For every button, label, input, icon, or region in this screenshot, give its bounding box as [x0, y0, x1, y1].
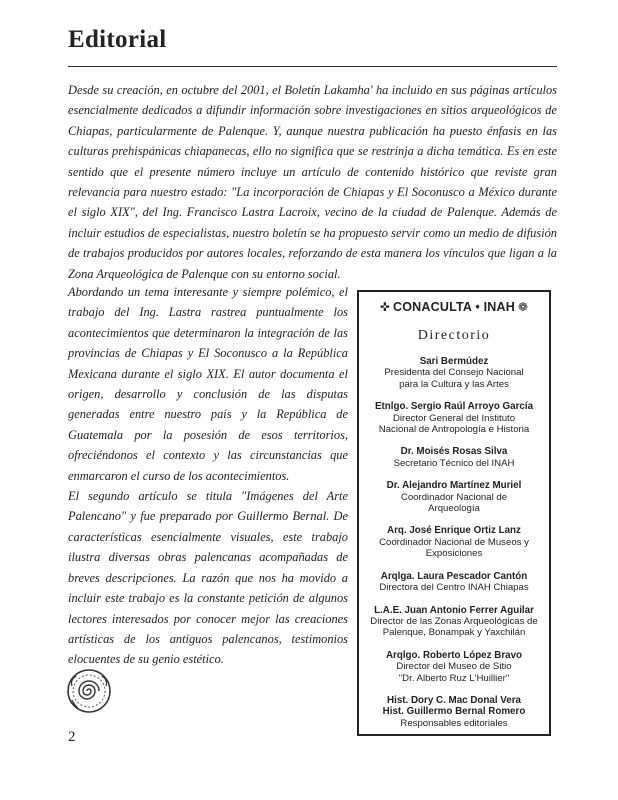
directory-entry [359, 605, 549, 639]
entry-name: L.A.E. Juan Antonio Ferrer Aguilar [374, 604, 534, 616]
directory-box [357, 290, 551, 736]
left-column [68, 282, 348, 670]
directory-entry [359, 356, 549, 390]
entry-role: Secretario Técnico del INAH [393, 457, 515, 469]
directory-entry [359, 446, 549, 469]
entry-role: Directora del Centro INAH Chiapas [379, 582, 529, 594]
entry-name: Etnlgo. Sergio Raúl Arroyo García [374, 401, 534, 413]
paragraph-bernal: El segundo artículo se titula "Imágenes del Arte Palencano" y fue preparado por Guillermo Bernal. De características esencialmente visuales, este trabajo ilustra diversas obras palencanas acompañadas de breves descripciones. La razón que nos ha movido a incluir este trabajo es la constante petición de algunos lectores interesados por conocer mejor las creaciones artísticas de los antiguos palencanos, testimonios elocuentes de su genio estético. [68, 489, 348, 667]
entry-name: Dr. Alejandro Martínez Muriel [386, 480, 522, 492]
entry-role: Coordinador Nacional de Museos y Exposiciones [379, 536, 529, 560]
page-number: 2 [68, 729, 76, 745]
directory-entry [359, 571, 549, 594]
entry-role: Presidenta del Consejo Nacional para la Cultura y las Artes [384, 367, 524, 390]
inah-logo-icon: ❁ [517, 300, 529, 314]
entry-name: Arqlgo. Roberto López Bravo [385, 649, 523, 661]
directory-entry [359, 525, 549, 559]
title-divider [68, 66, 557, 67]
entry-name: Arqlga. Laura Pescador Cantón [380, 570, 528, 582]
paragraph-lastra: Abordando un tema interesante y siempre polémico, el trabajo del Ing. Lastra rastrea puntualmente los acontecimientos que determinaron la integración de las provincias de Chiapas y El Soconusco a la República Mexicana durante el siglo XIX. El autor documenta el origen, desarrollo y conclusión de las disputas generadas entre nuestro país y la República de Guatemala por la posesión de esos territorios, ofreciéndonos el contexto y las circunstancias que enmarcaron el curso de los acontecimientos. [68, 285, 348, 483]
directory-entry [359, 480, 549, 514]
directory-header-text: CONACULTA • INAH [393, 300, 515, 314]
entry-role: Director de las Zonas Arqueológicas de Palenque, Bonampak y Yaxchilán [370, 615, 538, 639]
directory-entry [359, 650, 549, 684]
entry-role: Coordinador Nacional de Arqueología [400, 491, 508, 515]
spiral-glyph-icon [64, 666, 114, 716]
directory-entry [359, 401, 549, 435]
entry-name: Hist. Dory C. Mac Donal Vera Hist. Guillermo Bernal Romero [382, 694, 526, 718]
entry-name: Sari Bermúdez [419, 356, 489, 367]
intro-paragraph: Desde su creación, en octubre del 2001, el Boletín Lakamha' ha incluido en sus páginas artículos esencialmente dedicados a difundir información sobre investigaciones en sitios arqueológicos de Chiapas, particularmente de Palenque. Y, aunque nuestra publicación ha puesto énfasis en las culturas prehispánicas chiapanecas, ello no significa que se restrinja a dicha temática. Es en este sentido que el presente número incluye un artículo de contenido histórico que reviste gran relevancia para nuestro estado: "La incorporación de Chiapas y El Soconusco a México durante el siglo XIX", del Ing. Francisco Lastra Lacroix, vecino de la ciudad de Palenque. Además de incluir estudios de especialistas, nuestro boletín se ha propuesto servir como un medio de difusión de trabajos producidos por autores locales, reforzando de esta manera los vínculos que ligan a la Zona Arqueológica de Palenque con su entorno social. [68, 83, 557, 281]
directory-header [359, 300, 549, 314]
entry-role: Responsables editoriales [400, 717, 508, 729]
directory-entry [359, 695, 549, 729]
conaculta-logo-icon: ✜ [379, 300, 391, 314]
entry-role: Director General del Instituto Nacional de Antropología e Historia [378, 412, 530, 436]
directory-title: Directorio [417, 328, 491, 343]
entry-role: Director del Museo de Sitio "Dr. Alberto Ruz L'Huillier" [396, 661, 512, 684]
page-title: Editorial [68, 26, 167, 53]
entry-name: Arq. José Enrique Ortiz Lanz [387, 525, 521, 537]
entry-name: Dr. Moisés Rosas Silva [400, 446, 508, 458]
